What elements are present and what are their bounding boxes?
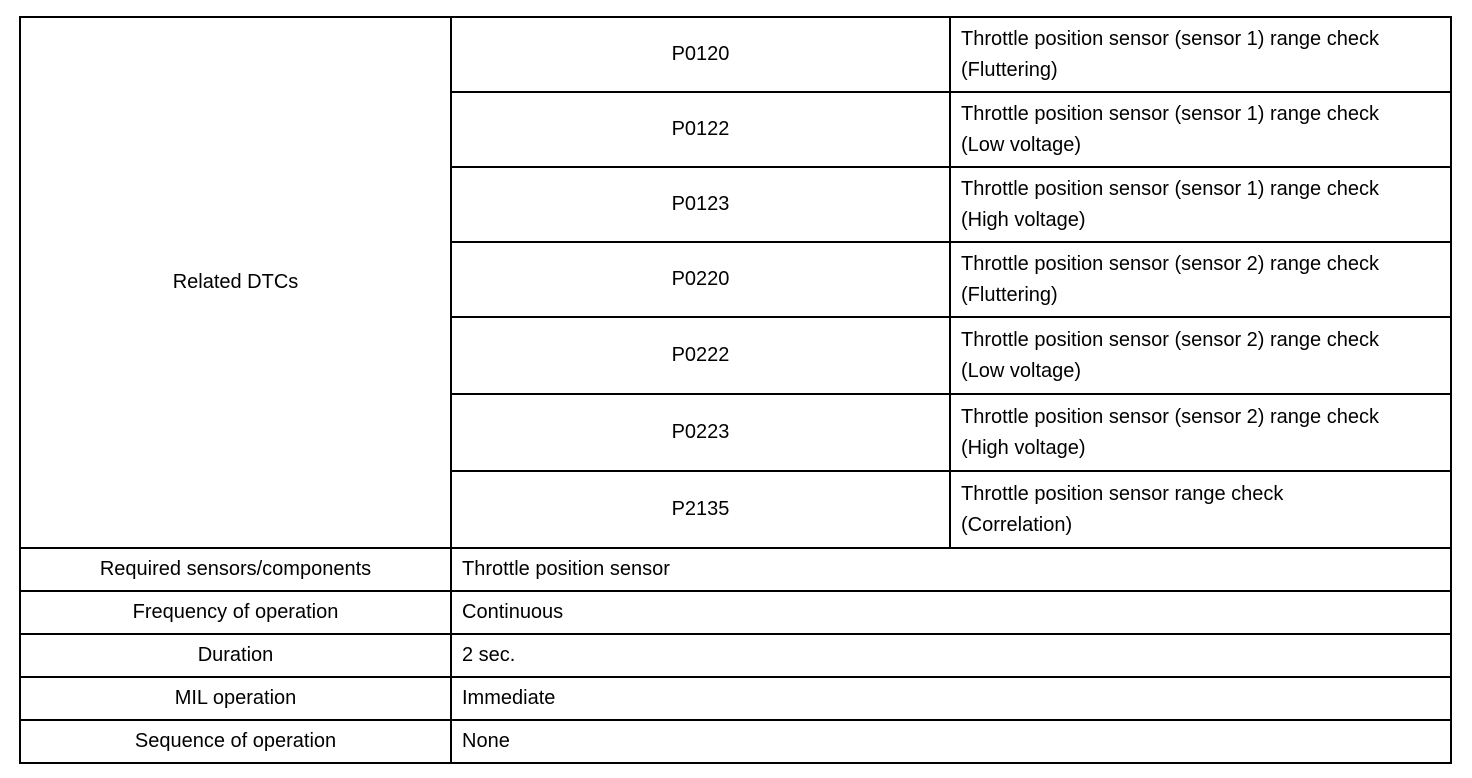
mil-operation-label: MIL operation — [20, 677, 451, 720]
duration-label: Duration — [20, 634, 451, 677]
dtc-code: P0222 — [451, 317, 950, 394]
related-dtcs-label: Related DTCs — [20, 17, 451, 548]
dtc-description-line: Throttle position sensor (sensor 1) range check — [961, 102, 1379, 125]
table-row — [20, 720, 1451, 763]
dtc-description-line: (High voltage) — [961, 436, 1086, 459]
dtc-description-line: Throttle position sensor (sensor 2) range check — [961, 252, 1379, 275]
dtc-description-line: Throttle position sensor (sensor 2) range check — [961, 405, 1379, 428]
frequency-label: Frequency of operation — [20, 591, 451, 634]
dtc-description-line: Throttle position sensor (sensor 1) range check — [961, 27, 1379, 50]
required-sensors-value: Throttle position sensor — [451, 548, 1451, 591]
dtc-description-line: Throttle position sensor (sensor 2) range check — [961, 328, 1379, 351]
dtc-description-line: (High voltage) — [961, 208, 1086, 231]
dtc-code: P0123 — [451, 167, 950, 242]
dtc-description-line: (Fluttering) — [961, 283, 1058, 306]
dtc-description-line: (Low voltage) — [961, 133, 1082, 156]
dtc-code: P2135 — [451, 471, 950, 548]
dtc-code: P0220 — [451, 242, 950, 317]
dtc-description — [950, 394, 1451, 471]
table-row — [20, 548, 1451, 591]
required-sensors-label: Required sensors/components — [20, 548, 451, 591]
dtc-description — [950, 92, 1451, 167]
dtc-description — [950, 242, 1451, 317]
mil-operation-value: Immediate — [451, 677, 1451, 720]
sequence-label: Sequence of operation — [20, 720, 451, 763]
table-row — [20, 677, 1451, 720]
dtc-description — [950, 471, 1451, 548]
dtc-description-line: (Correlation) — [961, 513, 1073, 536]
table-row — [20, 591, 1451, 634]
monitor-spec-table — [19, 16, 1452, 764]
dtc-description-line: (Low voltage) — [961, 359, 1082, 382]
dtc-description — [950, 167, 1451, 242]
table-row — [20, 634, 1451, 677]
duration-value: 2 sec. — [451, 634, 1451, 677]
dtc-description-line: Throttle position sensor (sensor 1) range check — [961, 177, 1379, 200]
sequence-value: None — [451, 720, 1451, 763]
dtc-description-line: (Fluttering) — [961, 58, 1058, 81]
dtc-description — [950, 17, 1451, 92]
dtc-code: P0122 — [451, 92, 950, 167]
frequency-value: Continuous — [451, 591, 1451, 634]
table-row — [20, 17, 1451, 92]
dtc-code: P0120 — [451, 17, 950, 92]
dtc-description — [950, 317, 1451, 394]
dtc-description-line: Throttle position sensor range check — [961, 482, 1284, 505]
dtc-code: P0223 — [451, 394, 950, 471]
